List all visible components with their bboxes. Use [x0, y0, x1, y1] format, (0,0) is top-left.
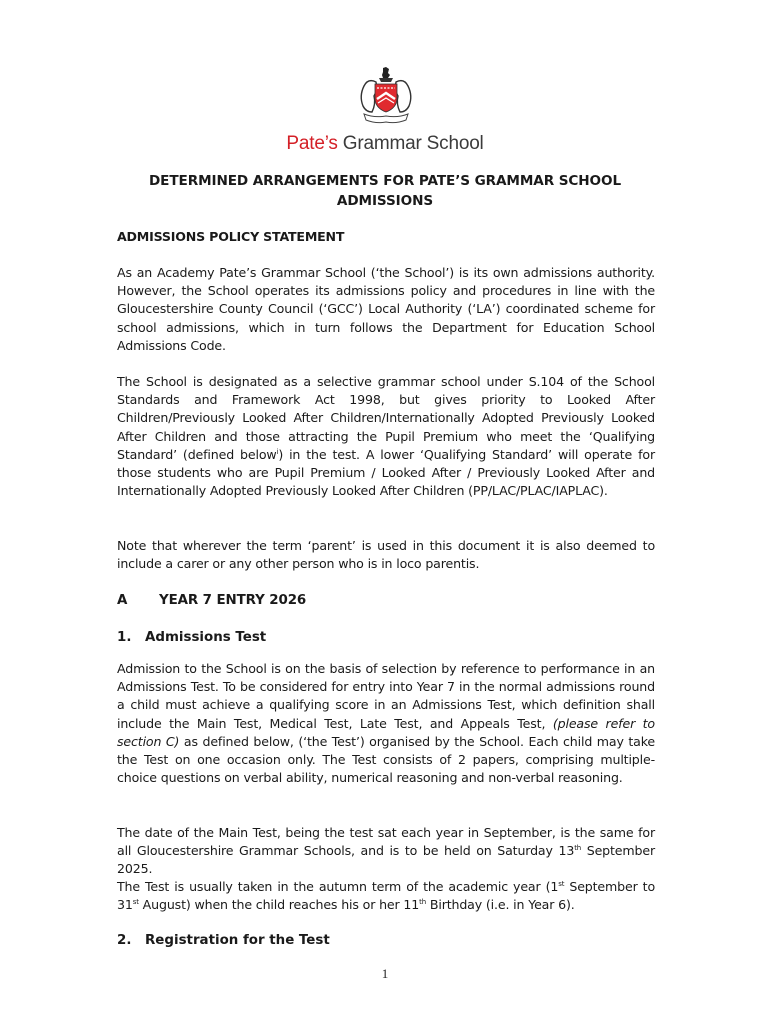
title-line-1: DETERMINED ARRANGEMENTS FOR PATE’S GRAMMAR SCHOOL: [148, 173, 622, 189]
brand-name-gray: Grammar School: [342, 133, 484, 154]
section-label: A: [117, 593, 128, 608]
school-crest-icon: [358, 66, 414, 124]
italic-text-run: (please refer to section C): [117, 715, 655, 749]
subsection-number: 2.: [117, 933, 132, 948]
text-run: The date of the Main Test, being the test sat each year in September, is the same for all Gloucestershire Grammar Schools, and is to be held on Saturday 13: [117, 825, 655, 859]
text-run: The Test is usually taken in the autumn term of the academic year (1: [117, 879, 559, 894]
text-run: September 2025.: [117, 843, 655, 877]
text-run: Birthday (i.e. in Year 6).: [426, 897, 575, 913]
subsection-number: 1.: [117, 630, 132, 645]
document-title: [110, 171, 660, 211]
superscript: th: [574, 844, 582, 853]
school-brand-name: [0, 133, 770, 155]
paragraph-selective-school: [117, 373, 655, 500]
section-a-heading: [117, 593, 306, 608]
subsection-title: Registration for the Test: [145, 933, 330, 948]
subsection-1-heading: [117, 630, 266, 645]
brand-name-red: Pate’s: [286, 133, 338, 154]
text-run: as defined below, (‘the Test’) organised by the School. Each child may take the Test on one occasion only. The Test consists of 2 papers, comprising multiple-choice questions on verbal ability, numerical reasoning and non-verbal reasoning.: [117, 733, 655, 786]
text-run: ) in the test. A lower ‘Qualifying Standard’ will operate for those students who are Pupil Premium / Looked After / Previously Looked After and Internationally Adopted Previously Looked After Children (PP/LAC/PLAC/IAPLAC).: [117, 446, 655, 499]
paragraph-main-test-date: [117, 824, 655, 879]
text-run: September to 31: [117, 879, 656, 913]
superscript: th: [419, 898, 426, 907]
subsection-title: Admissions Test: [145, 630, 267, 645]
paragraph-parent-definition: Note that wherever the term ‘parent’ is used in this document it is also deemed to include a carer or any other person who is in loco parentis.: [117, 538, 655, 572]
text-run: The School is designated as a selective grammar school under S.104 of the School Standards and Framework Act 1998, but gives priority to Looked After Children/Previously Looked After Children/Internationally Adopted Previously Looked After Children and those attracting the Pupil Premium who meet the ‘Qualifying Standard’ (defined below: [117, 374, 655, 462]
policy-heading: ADMISSIONS POLICY STATEMENT: [117, 229, 345, 244]
paragraph-test-timing: [117, 878, 655, 914]
subsection-2-heading: [117, 933, 330, 948]
superscript: st: [132, 898, 139, 907]
superscript: st: [558, 879, 565, 888]
paragraph-admissions-test: [117, 660, 655, 787]
text-run: Admission to the School is on the basis of selection by reference to performance in an Admissions Test. To be considered for entry into Year 7 in the normal admissions round a child must achieve a qualifying score in an Admissions Test, which definition shall include the Main Test, Medical Test, Late Test, and Appeals Test,: [117, 661, 655, 731]
section-title: YEAR 7 ENTRY 2026: [159, 593, 307, 608]
page-number: 1: [381, 966, 389, 981]
title-line-2: ADMISSIONS: [336, 193, 434, 209]
paragraph-academy-authority: As an Academy Pate’s Grammar School (‘the School’) is its own admissions authority. However, the School operates its admissions policy and procedures in line with the Gloucestershire County Council (‘GCC’) Local Authority (‘LA’) coordinated scheme for school admissions, which in turn follows the Department for Education School Admissions Code.: [117, 265, 655, 353]
footnote-marker[interactable]: i: [276, 447, 279, 456]
text-run: August) when the child reaches his or her 11: [138, 897, 420, 913]
